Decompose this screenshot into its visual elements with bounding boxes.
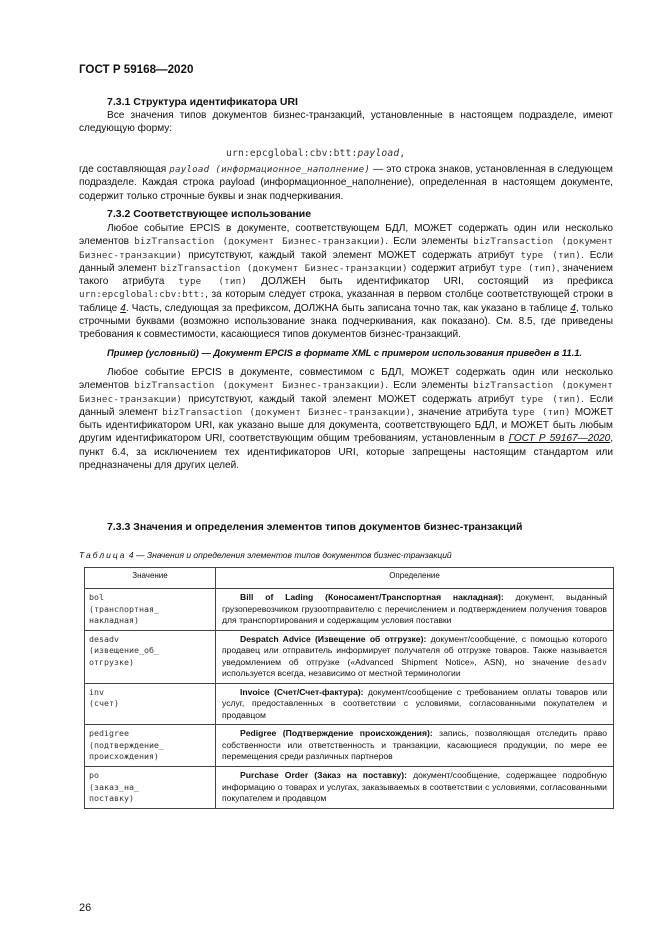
value-cell: desadv (извещение_об_ отгрузке)	[85, 630, 216, 683]
p1-code-biztransaction-2: bizTransaction (документ Бизнес-транзакции)	[79, 236, 614, 261]
formula-end: ,	[399, 148, 406, 159]
p2-code-type-2: type (тип)	[511, 406, 571, 418]
p1-text-j: . Часть, следующая за префиксом, ДОЛЖНА быть записана точно так, как указано в таблице	[125, 302, 568, 314]
table-row	[85, 725, 614, 767]
section-7-3-1-title: 7.3.1 Структура идентификатора URI	[107, 96, 298, 108]
definition-cell	[216, 683, 614, 725]
definition-text: документ/сообщение, с помощью которого продавец или отправитель информирует получателя об отгрузке товаров. Также называется уведомлением об отгрузке («Advanced Shipment Notice», ASN), но значение	[222, 633, 608, 667]
formula-prefix: urn:epcglobal:cbv:btt:	[226, 148, 358, 159]
p1-text-h: ДОЛЖЕН быть идентификатор URI, состоящий из префикса	[261, 276, 613, 288]
uri-formula	[226, 143, 405, 161]
definition-cell	[216, 725, 614, 767]
page-number: 26	[79, 902, 92, 914]
p1-code-biztransaction: bizTransaction (документ Бизнес-транзакции)	[134, 236, 386, 248]
definition-cell	[216, 589, 614, 631]
where-clause	[79, 163, 613, 203]
table-row	[85, 630, 614, 683]
section-7-3-1-intro: Все значения типов документов бизнес-транзакций, установленные в настоящем подразделе, имеют следующую форму:	[79, 110, 613, 135]
table-row	[85, 767, 614, 809]
p2-text-f: МОЖЕТ быть идентификатором URI, как указано выше для документа, соответствующего БДЛ, и МОЖЕТ быть любым другим идентификатором URI, соответствующим общим требованиям, установленным в	[79, 406, 613, 445]
value-cell: bol (транспортная_ накладная)	[85, 589, 216, 631]
p2-text-c: присутствуют, каждый такой элемент МОЖЕТ содержать атрибут	[188, 393, 515, 405]
definition-text-2: используется всегда, независимо от местной терминологии	[222, 668, 461, 679]
p2-text-e: , значение атрибута	[411, 406, 508, 418]
section-7-3-2-title: 7.3.2 Соответствующее использование	[107, 208, 312, 220]
gost-59167-link[interactable]: ГОСТ Р 59167—2020	[508, 433, 611, 445]
where-var: payload (информационное_наполнение)	[169, 164, 371, 175]
p1-text-b: . Если элементы	[385, 236, 468, 248]
definition-text: документ/сообщение с требованием оплаты товаров или услуг, предоставленных в соответствии с условиями, согласованными покупателем и продавцом	[222, 686, 607, 720]
section-7-3-2-paragraph-1	[79, 222, 613, 342]
p2-text-g: , пункт 6.4, за исключением тех идентификаторов URI, которые запрещены настоящим стандартом или предназначены для других целей.	[79, 433, 613, 472]
term: Despatch Advice (Извещение об отгрузке):	[240, 633, 427, 644]
p1-text-d: присутствуют, каждый такой элемент МОЖЕТ содержать атрибут	[188, 249, 515, 261]
p1-text-a: Любое событие EPCIS в документе, соответствующем БДЛ, МОЖЕТ содержать один или несколько элементов	[79, 223, 613, 248]
bt-types-table	[84, 567, 614, 809]
p2-code-biztransaction-3: bizTransaction (документ Бизнес-транзакции)	[162, 406, 412, 418]
p2-code-biztransaction: bizTransaction (документ Бизнес-транзакции)	[134, 380, 386, 392]
p2-text-b: . Если элементы	[385, 380, 468, 392]
p1-code-type: type (тип)	[520, 249, 581, 261]
where-text-2: — это строка знаков, установленная в следующем подразделе. Каждая строка payload (информационное_наполнение), определенная в настоящем документе, содержит только строчные буквы и знак подчеркивания.	[79, 164, 613, 202]
value-cell: inv (счет)	[85, 683, 216, 725]
p1-text-f: содержит атрибут	[411, 262, 496, 274]
p1-text-e: . Если данный элемент	[79, 249, 613, 274]
document-header: ГОСТ Р 59168—2020	[79, 63, 194, 76]
term: Purchase Order (Заказ на поставку):	[240, 770, 407, 781]
definition-text: запись, позволяющая отследить право собственности или ответственность и транзакции, касающиеся продукции, по мере ее перемещения среди различных партнеров	[222, 728, 607, 762]
section-7-3-3-title: 7.3.3 Значения и определения элементов типов документов бизнес-транзакций	[107, 521, 523, 533]
column-header-definition: Определение	[216, 568, 614, 589]
p1-code-biztransaction-3: bizTransaction (документ Бизнес-транзакции)	[160, 262, 408, 274]
definition-text: документ, выданный грузоперевозчиком грузоотправителю с перечислением и подтверждением получения товаров для транспортирования и содержащим условия поставки	[222, 592, 607, 625]
term: Pedigree (Подтверждение происхождения):	[240, 728, 433, 739]
where-text-1: где составляющая	[79, 164, 167, 175]
p2-text-a: Любое событие EPCIS в документе, совместимом с БДЛ, МОЖЕТ содержать один или несколько элементов	[79, 367, 613, 392]
p2-text-d: . Если данный элемент	[79, 393, 613, 418]
p1-text-k: , только строчными буквами (возможно использование знака подчеркивания, как показано). См. 8.5, где приведены требования к совместимости, касающиеся типов документов бизнес-транзакций.	[79, 302, 613, 341]
caption-word: Таблица	[79, 550, 127, 560]
section-7-3-2-paragraph-2	[79, 366, 613, 472]
definition-cell	[216, 630, 614, 683]
table-row	[85, 683, 614, 725]
p1-code-type-2: type (тип)	[498, 262, 557, 274]
p1-text-i: , за которым следует строка, указанная в первом столбце соответствующей строки в таблице	[79, 289, 613, 314]
definition-cell	[216, 767, 614, 809]
p2-code-biztransaction-2: bizTransaction (документ Бизнес-транзакции)	[79, 380, 614, 405]
table-4-link-2[interactable]: 4	[570, 302, 576, 314]
formula-var: payload	[357, 148, 400, 159]
term: Bill of Lading (Коносамент/Транспортная накладная):	[240, 592, 504, 602]
value-cell: pedigree (подтверждение_ происхождения)	[85, 725, 216, 767]
definition-text: документ/сообщение, содержащее подробную информацию о товарах и услугах, заказываемых в соответствии с условиями, согласованными покупателем и продавцом	[222, 770, 607, 804]
code-value: desadv	[576, 657, 607, 667]
value-cell: po (заказ_на_ поставку)	[85, 767, 216, 809]
table-4-link[interactable]: 4	[120, 302, 126, 314]
table-caption	[79, 550, 452, 560]
table-header-row	[85, 568, 614, 589]
p1-code-type-3: type (тип)	[178, 276, 248, 288]
term: Invoice (Счет/Счет-фактура):	[240, 686, 364, 697]
example-note: Пример (условный) — Документ EPCIS в формате XML с примером использования приведен в 11.1.	[107, 347, 583, 358]
p1-code-prefix: urn:epcglobal:cbv:btt:	[79, 289, 206, 301]
column-header-value: Значение	[85, 568, 216, 589]
caption-text: 4 — Значения и определения элементов типов документов бизнес-транзакций	[128, 550, 452, 560]
table-row	[85, 589, 614, 631]
p1-text-g: , значением такого атрибута	[79, 262, 613, 288]
p2-code-type: type (тип)	[520, 393, 581, 405]
